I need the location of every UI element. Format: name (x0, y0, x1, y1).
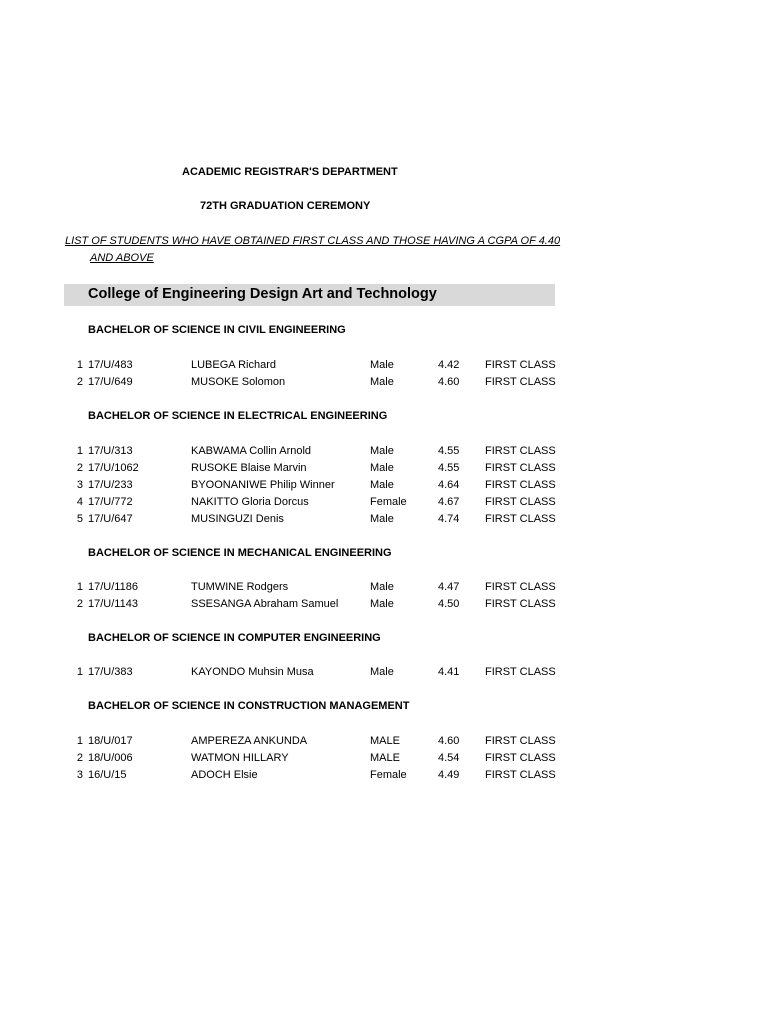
degree-class: FIRST CLASS (485, 581, 556, 593)
program-title: BACHELOR OF SCIENCE IN ELECTRICAL ENGINEERING (88, 410, 388, 422)
degree-class: FIRST CLASS (485, 666, 556, 678)
student-name: TUMWINE Rodgers (191, 581, 289, 593)
student-cgpa: 4.74 (438, 513, 460, 525)
degree-class: FIRST CLASS (485, 769, 556, 781)
student-name: LUBEGA Richard (191, 359, 276, 371)
ceremony-heading: 72TH GRADUATION CEREMONY (200, 200, 371, 212)
registration-number: 17/U/1143 (88, 598, 138, 610)
table-row (0, 479, 768, 495)
degree-class: FIRST CLASS (485, 598, 556, 610)
degree-class: FIRST CLASS (485, 359, 556, 371)
registration-number: 16/U/15 (88, 769, 127, 781)
student-name: BYOONANIWE Philip Winner (191, 479, 335, 491)
student-name: KABWAMA Collin Arnold (191, 445, 312, 457)
student-name: AMPEREZA ANKUNDA (191, 735, 308, 747)
registration-number: 17/U/1062 (88, 462, 139, 474)
row-number: 1 (76, 666, 83, 678)
student-cgpa: 4.60 (438, 735, 460, 747)
program-title: BACHELOR OF SCIENCE IN CIVIL ENGINEERING (88, 324, 346, 336)
registration-number: 17/U/647 (88, 513, 133, 525)
row-number: 4 (76, 496, 83, 508)
student-name: WATMON HILLARY (191, 752, 289, 764)
student-sex: MALE (370, 752, 400, 764)
program-title: BACHELOR OF SCIENCE IN COMPUTER ENGINEERING (88, 632, 381, 644)
student-sex: Female (370, 496, 407, 508)
registration-number: 17/U/772 (88, 496, 133, 508)
degree-class: FIRST CLASS (485, 376, 556, 388)
row-number: 1 (76, 735, 83, 747)
student-cgpa: 4.41 (438, 666, 460, 678)
row-number: 1 (76, 359, 83, 371)
college-title: College of Engineering Design Art and Technology (88, 286, 437, 302)
table-row (0, 359, 768, 375)
table-row (0, 752, 768, 768)
registration-number: 18/U/017 (88, 735, 133, 747)
degree-class: FIRST CLASS (485, 479, 556, 491)
table-row (0, 496, 768, 512)
student-cgpa: 4.55 (438, 462, 460, 474)
student-cgpa: 4.42 (438, 359, 460, 371)
table-row (0, 769, 768, 785)
registration-number: 18/U/006 (88, 752, 133, 764)
student-sex: Male (370, 479, 394, 491)
degree-class: FIRST CLASS (485, 735, 556, 747)
row-number: 1 (76, 581, 83, 593)
list-title-line-1: LIST OF STUDENTS WHO HAVE OBTAINED FIRST CLASS AND THOSE HAVING A CGPA OF 4.40 (65, 235, 561, 247)
row-number: 3 (76, 769, 83, 781)
student-name: RUSOKE Blaise Marvin (191, 462, 307, 474)
student-sex: Male (370, 598, 394, 610)
student-sex: Male (370, 445, 394, 457)
table-row (0, 581, 768, 597)
table-row (0, 445, 768, 461)
student-sex: Male (370, 359, 394, 371)
student-name: NAKITTO Gloria Dorcus (191, 496, 309, 508)
student-sex: Male (370, 462, 394, 474)
degree-class: FIRST CLASS (485, 496, 556, 508)
student-sex: Male (370, 376, 394, 388)
registration-number: 17/U/649 (88, 376, 133, 388)
student-cgpa: 4.60 (438, 376, 460, 388)
registration-number: 17/U/483 (88, 359, 133, 371)
degree-class: FIRST CLASS (485, 462, 556, 474)
student-sex: Male (370, 513, 394, 525)
student-name: MUSINGUZI Denis (191, 513, 284, 525)
row-number: 5 (76, 513, 83, 525)
table-row (0, 513, 768, 529)
table-row (0, 462, 768, 478)
student-cgpa: 4.64 (438, 479, 460, 491)
student-cgpa: 4.55 (438, 445, 460, 457)
table-row (0, 666, 768, 682)
department-heading: ACADEMIC REGISTRAR'S DEPARTMENT (182, 166, 398, 178)
program-title: BACHELOR OF SCIENCE IN MECHANICAL ENGINEERING (88, 547, 392, 559)
list-title-line-2: AND ABOVE (90, 252, 154, 264)
student-name: MUSOKE Solomon (191, 376, 286, 388)
table-row (0, 735, 768, 751)
registration-number: 17/U/383 (88, 666, 133, 678)
degree-class: FIRST CLASS (485, 752, 556, 764)
table-row (0, 376, 768, 392)
degree-class: FIRST CLASS (485, 445, 556, 457)
college-banner (64, 284, 555, 306)
student-cgpa: 4.49 (438, 769, 460, 781)
registration-number: 17/U/1186 (88, 581, 138, 593)
degree-class: FIRST CLASS (485, 513, 556, 525)
student-sex: MALE (370, 735, 400, 747)
student-cgpa: 4.47 (438, 581, 460, 593)
row-number: 3 (76, 479, 83, 491)
row-number: 2 (76, 376, 83, 388)
table-row (0, 598, 768, 614)
registration-number: 17/U/233 (88, 479, 133, 491)
student-cgpa: 4.67 (438, 496, 460, 508)
row-number: 2 (76, 752, 83, 764)
student-name: ADOCH Elsie (191, 769, 258, 781)
student-sex: Male (370, 666, 394, 678)
student-cgpa: 4.50 (438, 598, 460, 610)
program-title: BACHELOR OF SCIENCE IN CONSTRUCTION MANAGEMENT (88, 700, 410, 712)
student-sex: Female (370, 769, 407, 781)
student-sex: Male (370, 581, 394, 593)
student-name: SSESANGA Abraham Samuel (191, 598, 339, 610)
row-number: 2 (76, 598, 83, 610)
student-name: KAYONDO Muhsin Musa (191, 666, 314, 678)
row-number: 1 (76, 445, 83, 457)
student-cgpa: 4.54 (438, 752, 460, 764)
registration-number: 17/U/313 (88, 445, 133, 457)
row-number: 2 (76, 462, 83, 474)
